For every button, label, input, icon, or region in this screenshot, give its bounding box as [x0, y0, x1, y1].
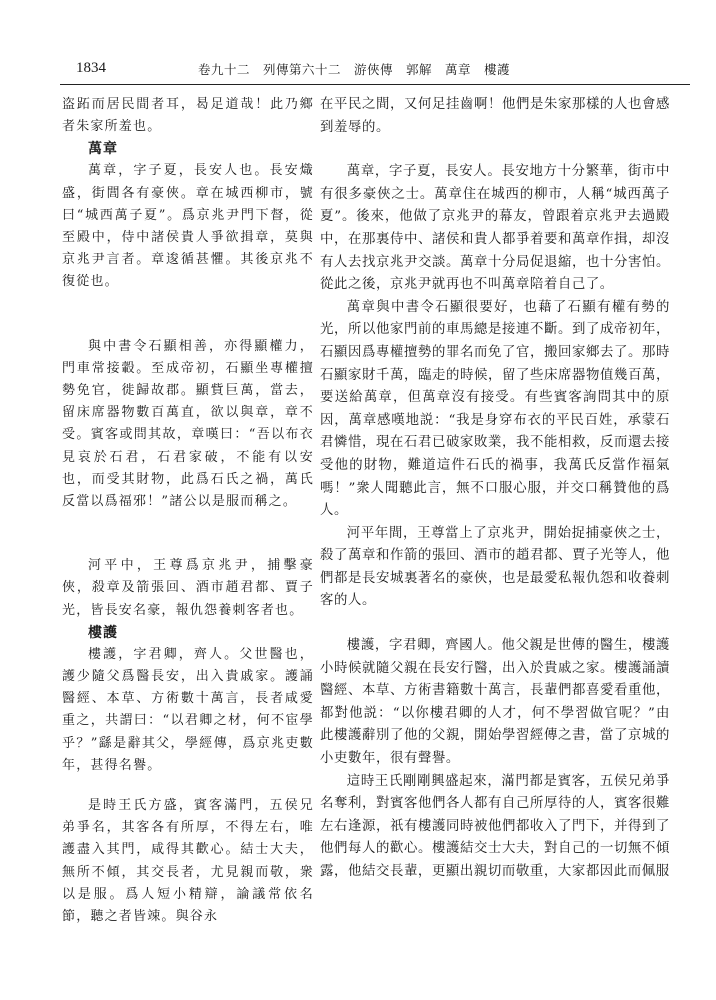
translation-column: [320, 94, 670, 884]
lou-hu-paragraph-2-classical: 是時王氏方盛，賓客滿門，五侯兄弟爭名，其客各有所厚，不得左右，唯護盡入其門，咸得其歡心。結士大夫，無所不傾，其交長者，尤見親而敬，衆以是服。爲人短小精辯，論議常依名節，聽之者皆竦。與谷永: [62, 798, 314, 925]
page-header: [0, 0, 716, 90]
wan-zhang-paragraph-3-translation: 河平年間，王尊當上了京兆尹，開始捉捕豪俠之士，殺了萬章和作箭的張回、酒市的趙君都、賈子光等人，他們都是長安城裏著名的豪俠，也是最愛私報仇怨和收養刺客的人。: [320, 525, 670, 609]
wan-zhang-paragraph-2-classical: 與中書令石顯相善，亦得顯權力，門車常接轂。至成帝初，石顯坐專權擅勢免官，徙歸故郡。顯貲巨萬，當去，留床席器物數百萬直，欲以與章，章不受。賓客或問其故，章嘆曰：“吾以布衣見哀於石君，石君家破，不能有以安也，而受其財物，此爲石氏之禍，萬氏反當以爲福邪！”諸公以是服而稱之。: [62, 338, 314, 510]
lou-hu-paragraph-1-translation: 樓護，字君卿，齊國人。他父親是世傳的醫生，樓護小時候就隨父親在長安行醫，出入於貴戚之家。樓護誦讀醫經、本草、方術書籍數十萬言，長輩們都喜愛看重他，都對他説：“以你樓君卿的人才，何不學習做官呢？”由此樓護辭別了他的父親，開始學習經傳之書，當了京城的小吏數年，很有聲譽。: [320, 638, 670, 767]
section-title-wan-zhang: 萬章: [88, 141, 118, 158]
intro-paragraph-classical: 盗跖而居民間者耳，曷足道哉！此乃鄉者朱家所羞也。: [62, 97, 314, 135]
wan-zhang-paragraph-2-translation: 萬章與中書令石顯很要好，也藉了石顯有權有勢的光，所以他家門前的車馬總是接連不斷。到了成帝初年，石顯因爲專權擅勢的罪名而免了官，搬回家鄉去了。那時石顯家財千萬，臨走的時候，留了些床席器物值幾百萬，要送給萬章，但萬章沒有接受。有些賓客詢問其中的原因，萬章感嘆地説：“我是身穿布衣的平民百姓，承蒙石君憐惜，現在石君已破家敗業，我不能相救，反而還去接受他的財物，難道這件石氏的禍事，我萬氏反當作福氣嗎！”衆人聞聽此言，無不口服心服，并交口稱贊他的爲人。: [320, 299, 670, 519]
lou-hu-paragraph-2-translation: 這時王氏剛剛興盛起來，滿門都是賓客，五侯兄弟爭名奪利，對賓客他們各人都有自己所厚待的人，賓客很難左右逢源，祇有樓護同時被他們都收入了門下，并得到了他們每人的歡心。樓護結交士大夫，對自己的一切無不傾露，他結交長輩，更顯出親切而敬重，大家都因此而佩服: [320, 773, 670, 879]
wan-zhang-paragraph-1-classical: 萬章，字子夏，長安人也。長安熾盛，街閭各有豪俠。章在城西柳市，號曰“城西萬子夏”。爲京兆尹門下督，從至殿中，侍中諸侯貴人爭欲揖章，莫與京兆尹言者。章逡循甚懼。其後京兆不復從也。: [62, 163, 314, 290]
running-head: 卷九十二 列傳第六十二 游俠傳 郭解 萬章 樓護: [198, 62, 511, 77]
wan-zhang-paragraph-1-translation: 萬章，字子夏，長安人。長安地方十分繁華，街市中有很多豪俠之士。萬章住在城西的柳市，人稱“城西萬子夏”。後來，他做了京兆尹的幕友，曾跟着京兆尹去過殿中，在那裏侍中、諸侯和貴人都爭着要和萬章作揖，却沒有人去找京兆尹交談。萬章十分局促退縮，也十分害怕。從此之後，京兆尹就再也不叫萬章陪着自己了。: [320, 164, 670, 293]
intro-paragraph-translation: 在平民之間，又何足挂齒啊！他們是朱家那樣的人也會感到羞辱的。: [320, 97, 670, 135]
page-number: 1834: [76, 60, 106, 76]
header-rule: [60, 84, 690, 85]
lou-hu-paragraph-1-classical: 樓護，字君卿，齊人。父世醫也，護少隨父爲醫長安，出入貴戚家。護誦醫經、本草、方術數十萬言，長者咸愛重之，共謂曰：“以君卿之材，何不宦學乎？”繇是辭其父，學經傳，爲京兆吏數年，甚得名譽。: [62, 646, 314, 773]
classical-text-column: [62, 94, 314, 928]
section-title-lou-hu: 樓護: [88, 624, 118, 641]
wan-zhang-paragraph-3-classical: 河平中，王尊爲京兆尹，捕擊豪俠，殺章及箭張回、酒市趙君都、賈子光，皆長安名豪，報仇怨養刺客者也。: [62, 558, 314, 618]
